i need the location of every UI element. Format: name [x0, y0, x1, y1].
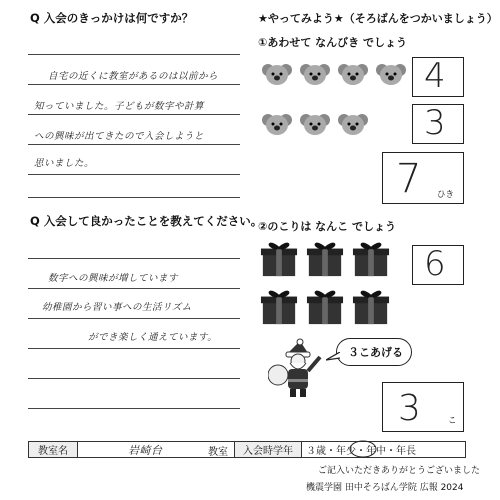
- activity-q1-label: ①あわせて なんびき でしょう: [258, 36, 407, 49]
- gift-icon: [260, 240, 298, 278]
- grade-options: [302, 442, 466, 458]
- koala-icon: [300, 62, 330, 86]
- thanks-text: ご記入いただきありがとうございました: [318, 466, 481, 476]
- q1-title: Q 入会のきっかけは何ですか？: [30, 11, 194, 25]
- total-answer: 7: [396, 156, 422, 202]
- q1-rule: [28, 144, 240, 145]
- classroom-label: 教室名: [29, 442, 78, 458]
- q2-rule: [28, 258, 240, 259]
- gift-icon: [306, 240, 344, 278]
- gift-answer: 6: [424, 244, 446, 284]
- koala-icon: [338, 112, 368, 136]
- q2-rule: [28, 408, 240, 409]
- gift-icon: [306, 288, 344, 326]
- grade-selected-mark: [348, 440, 378, 458]
- total-unit: ひき: [437, 190, 455, 200]
- q2-rule: [28, 318, 240, 319]
- classroom-suffix: 教室: [208, 447, 228, 458]
- classroom-value-text: 岩崎台: [128, 444, 163, 457]
- activity-q2-label: ②のこりは なんこ でしょう: [258, 220, 396, 233]
- q2-rule: [28, 288, 240, 289]
- speech-bubble-tail: [326, 352, 340, 362]
- row2-answer: 3: [424, 103, 446, 143]
- grade-label: 入会時学年: [235, 442, 302, 458]
- q2-answer-line: 数字への興味が増しています: [48, 273, 179, 284]
- q2-answer-line: ができ楽しく通えています。: [88, 332, 218, 343]
- q1-rule: [28, 197, 240, 198]
- koala-icon: [376, 62, 406, 86]
- gift-icon: [352, 240, 390, 278]
- gift-icon: [260, 288, 298, 326]
- q1-answer-line: への興味が出てきたので入会しようと: [34, 131, 205, 142]
- q1-rule: [28, 174, 240, 175]
- koala-icon: [300, 112, 330, 136]
- grade-options-text: ３歳・年少・年中・年長: [306, 446, 416, 457]
- q2-title: Q 入会して良かったことを教えてください。: [30, 214, 263, 228]
- q1-rule: [28, 114, 240, 115]
- info-table: [28, 441, 466, 458]
- q2-rule: [28, 348, 240, 349]
- row1-answer: 4: [424, 56, 446, 96]
- q1-rule: [28, 84, 240, 85]
- koala-icon: [338, 62, 368, 86]
- activity-title: ★やってみよう★（そろばんをつかいましょう）: [258, 12, 498, 25]
- q1-answer-line: 知っていました。子どもが数字や計算: [34, 101, 205, 112]
- q1-rule: [28, 54, 240, 55]
- speech-text: ３こあげる: [348, 346, 403, 359]
- remain-answer: 3: [398, 388, 421, 429]
- santa-icon: [268, 338, 328, 400]
- remain-unit: こ: [448, 416, 457, 426]
- koala-icon: [262, 112, 292, 136]
- q1-answer-line: 思いました。: [34, 158, 95, 169]
- q1-answer-line: 自宅の近くに教室があるのは以前から: [48, 71, 219, 82]
- q2-rule: [28, 378, 240, 379]
- gift-icon: [352, 288, 390, 326]
- q2-answer-line: 幼稚園から習い事への生活リズム: [42, 302, 192, 313]
- koala-icon: [262, 62, 292, 86]
- classroom-value: [78, 442, 235, 458]
- publisher-text: 機震学園 田中そろばん学院 広報 2024: [306, 483, 464, 493]
